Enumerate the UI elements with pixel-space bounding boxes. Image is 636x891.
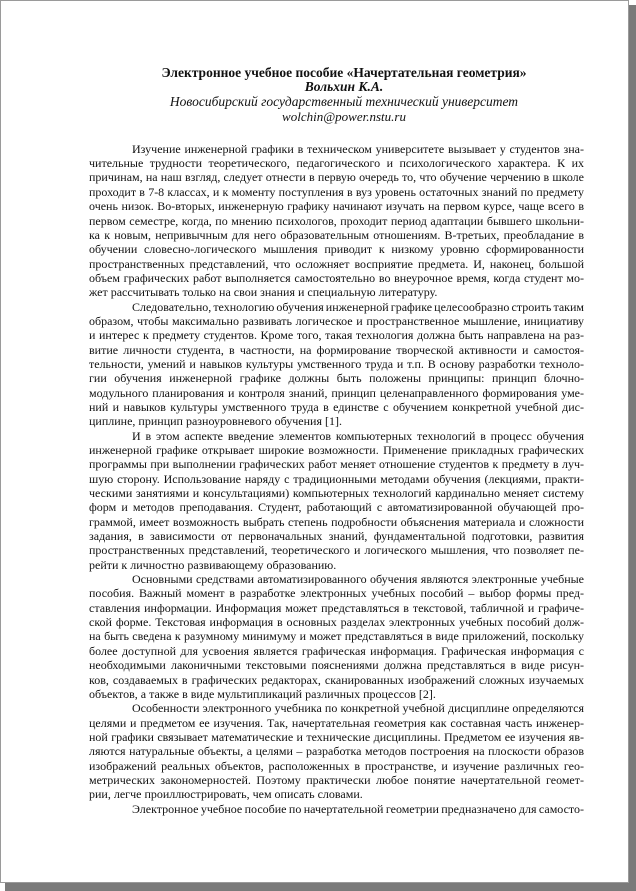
author-name: Вольхин К.А. bbox=[304, 79, 384, 95]
text-line: ка к новым, непривычным для него образовательным отношениям. В-третьих, преобладание в bbox=[89, 227, 584, 242]
text-line: шую сторону. Использование наряду с традиционными методами обучения (лекциями, практи- bbox=[89, 471, 584, 486]
text-line: образом, чтобы максимально развивать логическое и пространственное мышление, инициативу bbox=[89, 313, 584, 328]
text-line: ной графики связывает математические и технические дисциплины. Предметом ее изучения яв- bbox=[89, 729, 584, 744]
text-line: чительные трудности теоретического, педагогического и психологического характера. К их bbox=[89, 156, 584, 171]
text-line: ляются натуральные объекты, а целями – разработка методов построения на плоскости образов bbox=[89, 744, 584, 759]
document-body bbox=[89, 142, 584, 816]
text-line: первом семестре, когда, по мнению психологов, проходит период адаптации бывшего школьни- bbox=[89, 213, 584, 228]
page-shadow-bottom bbox=[5, 883, 636, 891]
text-line: объектов, а также в виде мультипликаций различных процессов [2]. bbox=[89, 686, 436, 701]
page-shadow-right bbox=[629, 5, 636, 891]
text-line: проходит в 7-8 классах, и к моменту поступления в вуз уровень остаточных знаний по предмету bbox=[89, 184, 584, 199]
text-line: ков, создаваемых в графических редакторах, сканированных изображений сложных изучаемых bbox=[89, 672, 584, 687]
text-line: жет рассчитывать только на свои знания и специальную литературу. bbox=[89, 285, 438, 300]
text-line: задания, в зависимости от первоначальных знаний, фундаментальной подготовки, развития bbox=[89, 529, 584, 544]
paragraph bbox=[89, 300, 584, 429]
author-email: wolchin@power.nstu.ru bbox=[282, 108, 406, 124]
text-line: пространственных представлений, теоретического и логического мышления, что позволяет пе- bbox=[89, 543, 584, 558]
text-line: более доступной для усвоения является графическая информация. Графическая информация с bbox=[89, 643, 584, 658]
text-line: И в этом аспекте введение элементов компьютерных технологий в процесс обучения bbox=[132, 428, 584, 443]
text-line: объем графических работ выполняется самостоятельно во внеурочное время, когда студент мо- bbox=[89, 270, 584, 285]
text-line: гии обучения инженерной графике должны быть положены принципы: принцип блочно- bbox=[89, 371, 584, 386]
text-line: витие личности студента, в частности, на формирование творческой активности и самостоя- bbox=[89, 342, 584, 357]
text-line: обучении словесно-логического мышления приводит к низкому уровню сформированности bbox=[89, 242, 584, 257]
author-affiliation: Новосибирский государственный технический университет bbox=[169, 94, 519, 110]
text-line: рии, легче проиллюстрировать, чем описать словами. bbox=[89, 787, 363, 802]
text-line: причинам, на наш взгляд, следует отнести в первую очередь то, что обучение черчению в школе bbox=[89, 170, 584, 185]
text-line: тельности, умений и навыков культуры умственного труда и т.п. В основу разработки техноло- bbox=[89, 356, 584, 371]
paragraph bbox=[89, 429, 584, 572]
text-line: ставления информации. Информация может представляться в текстовой, табличной и графиче- bbox=[89, 600, 584, 615]
text-line: ской форме. Текстовая информация в основных разделах электронных учебных пособий долж- bbox=[89, 615, 584, 630]
text-line: циплине, принцип разноуровневого обучения [1]. bbox=[89, 414, 342, 429]
text-line: и интерес к предмету студентов. Кроме того, такая технология должна быть направлена на раз- bbox=[89, 328, 584, 343]
document-title: Электронное учебное пособие «Начертательная геометрия» bbox=[161, 64, 527, 80]
text-line: на быть сведена к разумному минимуму и может представляться в виде приложений, поскольку bbox=[89, 629, 584, 644]
paragraph bbox=[89, 572, 584, 701]
paper-header bbox=[89, 66, 599, 125]
text-line: Основными средствами автоматизированного обучения являются электронные учебные bbox=[132, 572, 584, 587]
text-line: Особенности электронного учебника по конкретной учебной дисциплине определяются bbox=[132, 701, 584, 716]
text-line: целями и предметом ее изучения. Так, начертательная геометрия как составная часть инженер- bbox=[89, 715, 584, 730]
paragraph bbox=[89, 802, 584, 816]
text-line: инженерной графике открывает широкие возможности. Применение прикладных графических bbox=[89, 443, 584, 458]
text-line: изображений реальных объектов, расположенных в пространстве, и изучение различных гео- bbox=[89, 758, 584, 773]
paragraph bbox=[89, 701, 584, 801]
text-line: граммой, имеет возможность выбрать степень подробности объяснения материала и сложности bbox=[89, 514, 584, 529]
text-line: рейти к личностно развивающему образованию. bbox=[89, 557, 337, 572]
text-line: метрических закономерностей. Поэтому практически любое понятие начертательной геомет- bbox=[89, 772, 584, 787]
text-line: программы при выполнении графических работ меняет отношение студентов к предмету в луч- bbox=[89, 457, 584, 472]
text-line: модульного планирования и контроля знаний, принцип целенаправленного формирования уме- bbox=[89, 385, 584, 400]
text-line: ний и навыков культуры умственного труда в единстве с обучением конкретной учебной дис- bbox=[89, 399, 584, 414]
paragraph bbox=[89, 142, 584, 300]
text-line: форм и методов преподавания. Студент, работающий с автоматизированной обучающей про- bbox=[89, 500, 584, 515]
text-line: Следовательно, технологию обучения инженерной графике целесообразно строить таким bbox=[132, 299, 585, 314]
text-line: пособия. Важный момент в разработке электронных учебных пособий – выбор формы пред- bbox=[89, 586, 584, 601]
text-line: Изучение инженерной графики в техническом университете вызывает у студентов зна- bbox=[132, 141, 584, 156]
text-line: Электронное учебное пособие по начертательной геометрии предназначено для самосто- bbox=[132, 801, 584, 816]
text-line: ческими занятиями и консультациями) компьютерных технологий кардинально меняет систему bbox=[89, 486, 584, 501]
text-line: пространственных представлений, что осложняет восприятие предмета. И, наконец, большой bbox=[89, 256, 584, 271]
text-line: очень низок. Во-вторых, инженерную графику начинают изучать на первом курсе, чаще всего в bbox=[89, 199, 584, 214]
text-line: необходимыми лаконичными текстовыми пояснениями должна представляться в виде рисун- bbox=[89, 658, 584, 673]
